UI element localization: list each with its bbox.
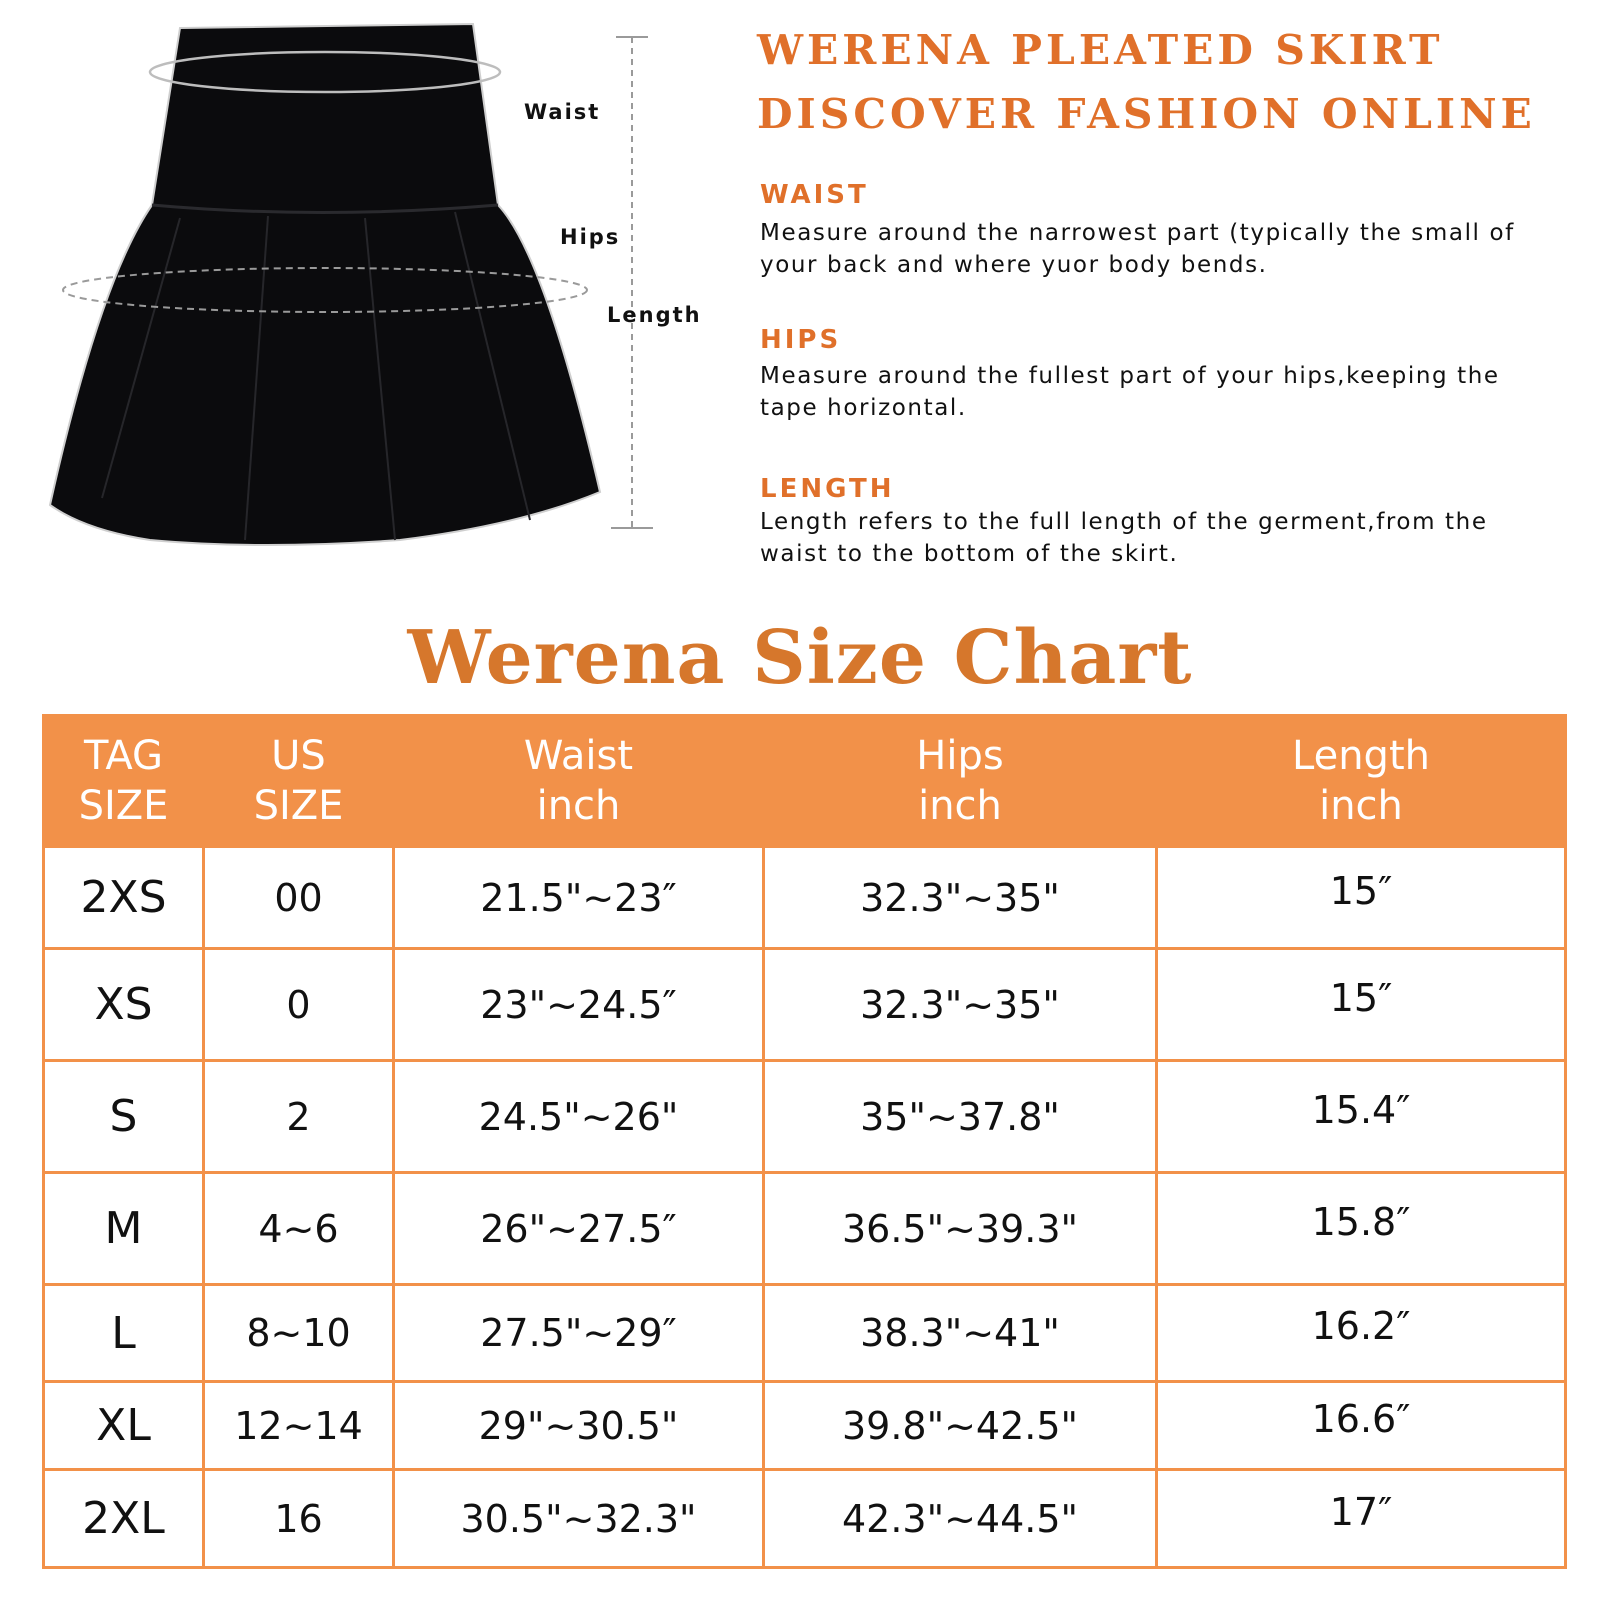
hips-guide-title: HIPS bbox=[760, 325, 842, 355]
hips-guide-text: Measure around the fullest part of your hips,keeping the tape horizontal. bbox=[760, 363, 1500, 421]
waist-cell: 26"~27.5″ bbox=[394, 1173, 764, 1285]
length-cell: 15″ bbox=[1157, 847, 1566, 949]
waist-cell: 24.5"~26" bbox=[394, 1061, 764, 1173]
size-chart-title: Werena Size Chart bbox=[407, 615, 1193, 701]
header-us-size: US SIZE bbox=[204, 716, 394, 847]
tag-size-cell: L bbox=[44, 1285, 204, 1382]
tag-size-cell: 2XL bbox=[44, 1470, 204, 1568]
hips-cell: 35"~37.8" bbox=[764, 1061, 1157, 1173]
length-guide-text: Length refers to the full length of the germent,from the waist to the bottom of the skirt. bbox=[760, 509, 1488, 567]
us-size-cell: 8~10 bbox=[204, 1285, 394, 1382]
table-row bbox=[44, 1285, 1566, 1382]
table-header-row bbox=[44, 716, 1566, 847]
length-cell: 16.2″ bbox=[1157, 1285, 1566, 1382]
length-cell: 15″ bbox=[1157, 949, 1566, 1061]
tag-size-cell: XL bbox=[44, 1382, 204, 1470]
table-row bbox=[44, 1470, 1566, 1568]
header-hips: Hips inch bbox=[764, 716, 1157, 847]
length-guide-title: LENGTH bbox=[760, 474, 895, 504]
table-row bbox=[44, 1061, 1566, 1173]
hips-cell: 32.3"~35" bbox=[764, 847, 1157, 949]
length-cell: 15.4″ bbox=[1157, 1061, 1566, 1173]
waist-label: Waist bbox=[524, 100, 601, 124]
tag-size-cell: XS bbox=[44, 949, 204, 1061]
header-waist: Waist inch bbox=[394, 716, 764, 847]
length-label: Length bbox=[607, 303, 702, 327]
header-length: Length inch bbox=[1157, 716, 1566, 847]
waist-cell: 30.5"~32.3" bbox=[394, 1470, 764, 1568]
waist-cell: 21.5"~23″ bbox=[394, 847, 764, 949]
us-size-cell: 16 bbox=[204, 1470, 394, 1568]
length-cell: 16.6″ bbox=[1157, 1382, 1566, 1470]
table-row bbox=[44, 1173, 1566, 1285]
waist-cell: 23"~24.5″ bbox=[394, 949, 764, 1061]
skirt-measurement-diagram bbox=[40, 20, 720, 590]
size-chart-table bbox=[42, 714, 1567, 1569]
us-size-cell: 2 bbox=[204, 1061, 394, 1173]
tag-size-cell: 2XS bbox=[44, 847, 204, 949]
table-row bbox=[44, 949, 1566, 1061]
hips-cell: 32.3"~35" bbox=[764, 949, 1157, 1061]
length-cell: 17″ bbox=[1157, 1470, 1566, 1568]
tag-size-cell: M bbox=[44, 1173, 204, 1285]
waist-guide-text: Measure around the narrowest part (typically the small of your back and where yuor body bends. bbox=[760, 220, 1515, 278]
table-row bbox=[44, 1382, 1566, 1470]
waist-cell: 29"~30.5" bbox=[394, 1382, 764, 1470]
length-cell: 15.8″ bbox=[1157, 1173, 1566, 1285]
hips-label: Hips bbox=[560, 225, 621, 249]
us-size-cell: 12~14 bbox=[204, 1382, 394, 1470]
hips-cell: 38.3"~41" bbox=[764, 1285, 1157, 1382]
us-size-cell: 4~6 bbox=[204, 1173, 394, 1285]
header-tag-size: TAG SIZE bbox=[44, 716, 204, 847]
headline-line-1: WERENA PLEATED SKIRT bbox=[757, 26, 1444, 74]
headline-line-2: DISCOVER FASHION ONLINE bbox=[757, 90, 1536, 138]
waist-guide-title: WAIST bbox=[760, 180, 869, 210]
table-row bbox=[44, 847, 1566, 949]
hips-cell: 36.5"~39.3" bbox=[764, 1173, 1157, 1285]
us-size-cell: 00 bbox=[204, 847, 394, 949]
hips-cell: 42.3"~44.5" bbox=[764, 1470, 1157, 1568]
waist-cell: 27.5"~29″ bbox=[394, 1285, 764, 1382]
hips-cell: 39.8"~42.5" bbox=[764, 1382, 1157, 1470]
tag-size-cell: S bbox=[44, 1061, 204, 1173]
us-size-cell: 0 bbox=[204, 949, 394, 1061]
